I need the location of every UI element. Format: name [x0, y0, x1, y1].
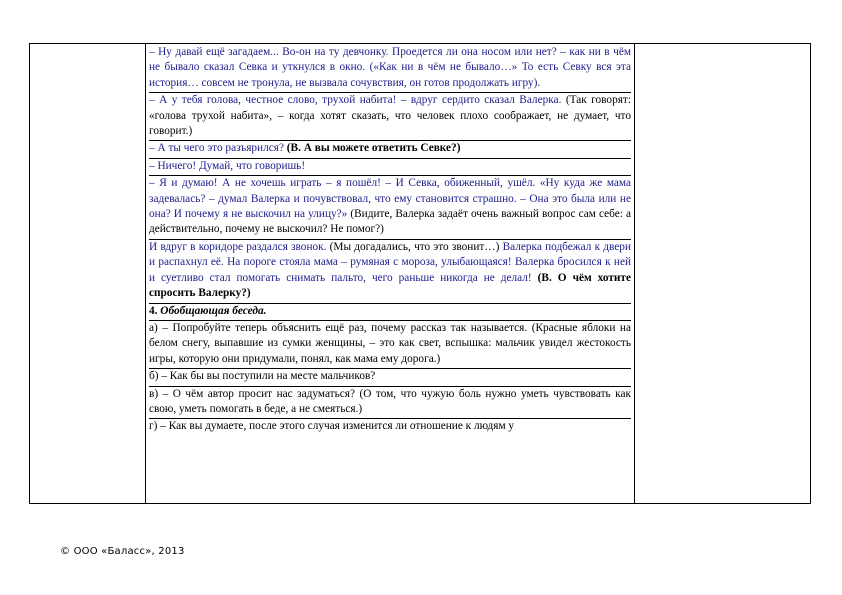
- text-paragraph: [149, 159, 631, 176]
- text-paragraph: [149, 304, 631, 321]
- text-run: – Я и думаю! А не хочешь играть – я пошёл! – И Севка, обиженный, ушёл. «Ну куда же мама задевалась? – думал Валерка и почувствовал, что ему становится страшно. – Она это была или не она? И почему я не выскочил на улицу?»: [149, 177, 631, 221]
- text-run: – Ну давай ещё загадаем... Во-он на ту девчонку. Проедется ли она носом или нет? – как ни в чём не бывало сказал Севка и уткнулся в окно. («Как ни в чём не бывало…» То есть Севку вся эта история… совсем не тронула, не вызвала сочувствия, он готов продолжать игру).: [149, 46, 631, 89]
- text-paragraph: [149, 321, 631, 369]
- text-paragraph: [149, 419, 631, 435]
- text-run: (В. О чём хотите спросить Валерку?): [149, 271, 631, 300]
- text-run: (Так говорят: «голова трухой набита», – когда хотят сказать, что человек плохо соображает, не думает, что говорит.): [149, 94, 631, 138]
- text-paragraph: [149, 176, 631, 240]
- text-run: (В. А вы можете ответить Севке?): [286, 142, 461, 155]
- text-run: г) – Как вы думаете, после этого случая изменится ли отношение к людям у: [149, 420, 515, 433]
- text-paragraph: [149, 93, 631, 141]
- text-run: 4.: [149, 304, 161, 317]
- copyright-footer: © ООО «Баласс», 2013: [60, 546, 185, 557]
- text-run: (Видите, Валерка задаёт очень важный вопрос сам себе: а действительно, почему не выскочил? Не помог?): [149, 208, 631, 236]
- lesson-table: [29, 43, 811, 504]
- text-run: б) – Как бы вы поступили на месте мальчиков?: [149, 370, 376, 383]
- lesson-text-cell: [149, 45, 631, 502]
- text-run: – Ничего! Думай, что говоришь!: [149, 159, 306, 172]
- text-run: Обобщающая беседа.: [160, 304, 267, 317]
- text-run: Валерка подбежал к двери и распахнул её. На пороге стояла мама – румяная с мороза, улыбающаяся! Валерка бросился к ней и суетливо стал помогать снимать пальто, чего раньше никогда не делал!: [149, 240, 631, 284]
- text-paragraph: [149, 45, 631, 93]
- text-paragraph: [149, 387, 631, 420]
- text-run: в) – О чём автор просит нас задуматься? (О том, что чужую боль нужно уметь чувствовать как свою, уметь помогать в беде, а не смеяться.): [149, 387, 631, 415]
- text-run: И вдруг в коридоре раздался звонок.: [149, 240, 330, 253]
- column-divider: [634, 44, 635, 503]
- text-run: – А у тебя голова, честное слово, трухой набита! – вдруг сердито сказал Валерка.: [149, 94, 566, 107]
- text-run: а) – Попробуйте теперь объяснить ещё раз, почему рассказ так называется. (Красные яблоки на белом снегу, выпавшие из сумки женщины, – это как свет, вспышка: мальчик увидел жестокость игры, которую они придумали, понял, как мама ему дорога.): [149, 321, 631, 365]
- text-paragraph: [149, 240, 631, 304]
- text-run: – А ты чего это разъярился?: [149, 142, 287, 155]
- text-paragraph: [149, 141, 631, 158]
- text-paragraph: [149, 369, 631, 386]
- column-divider: [145, 44, 146, 503]
- text-run: (Мы догадались, что это звонит…): [329, 240, 503, 253]
